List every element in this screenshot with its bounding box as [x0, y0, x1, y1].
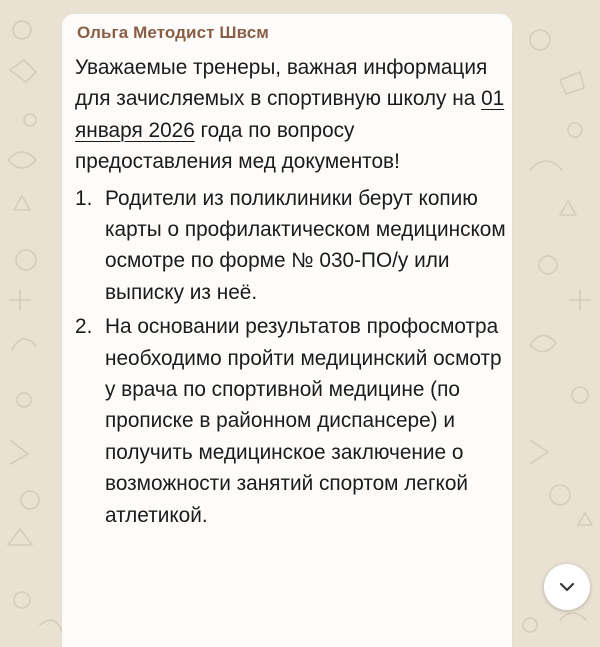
- chevron-down-icon: [557, 577, 577, 597]
- list-item: [75, 183, 511, 309]
- date-link[interactable]: 01 января 2026: [75, 87, 505, 142]
- list-item: [75, 311, 511, 531]
- intro-text-before: Уважаемые тренеры, важная информация для зачисляемых в спортивную школу на: [75, 56, 488, 111]
- message-text: [75, 52, 511, 534]
- list-item-text: На основании результатов профосмотра необходимо пройти медицинский осмотр у врача по спортивной медицине (по прописке в районном диспансере) и получить медицинское заключение о возможности занятий спортом легкой атлетикой.: [105, 315, 502, 527]
- message-intro: [75, 52, 511, 178]
- scroll-down-button[interactable]: [544, 564, 590, 610]
- list-item-number: 2.: [75, 315, 93, 339]
- message-bubble[interactable]: [62, 14, 512, 647]
- message-list: [75, 183, 511, 531]
- sender-name[interactable]: Ольга Методист Швсм: [77, 23, 269, 42]
- list-item-text: Родители из поликлиники берут копию карты о профилактическом медицинском осмотре по форме № 030-ПО/у или выписку из неё.: [105, 186, 506, 304]
- intro-text-after: года по вопросу предоставления мед документов!: [75, 118, 400, 174]
- list-item-number: 1.: [75, 186, 93, 210]
